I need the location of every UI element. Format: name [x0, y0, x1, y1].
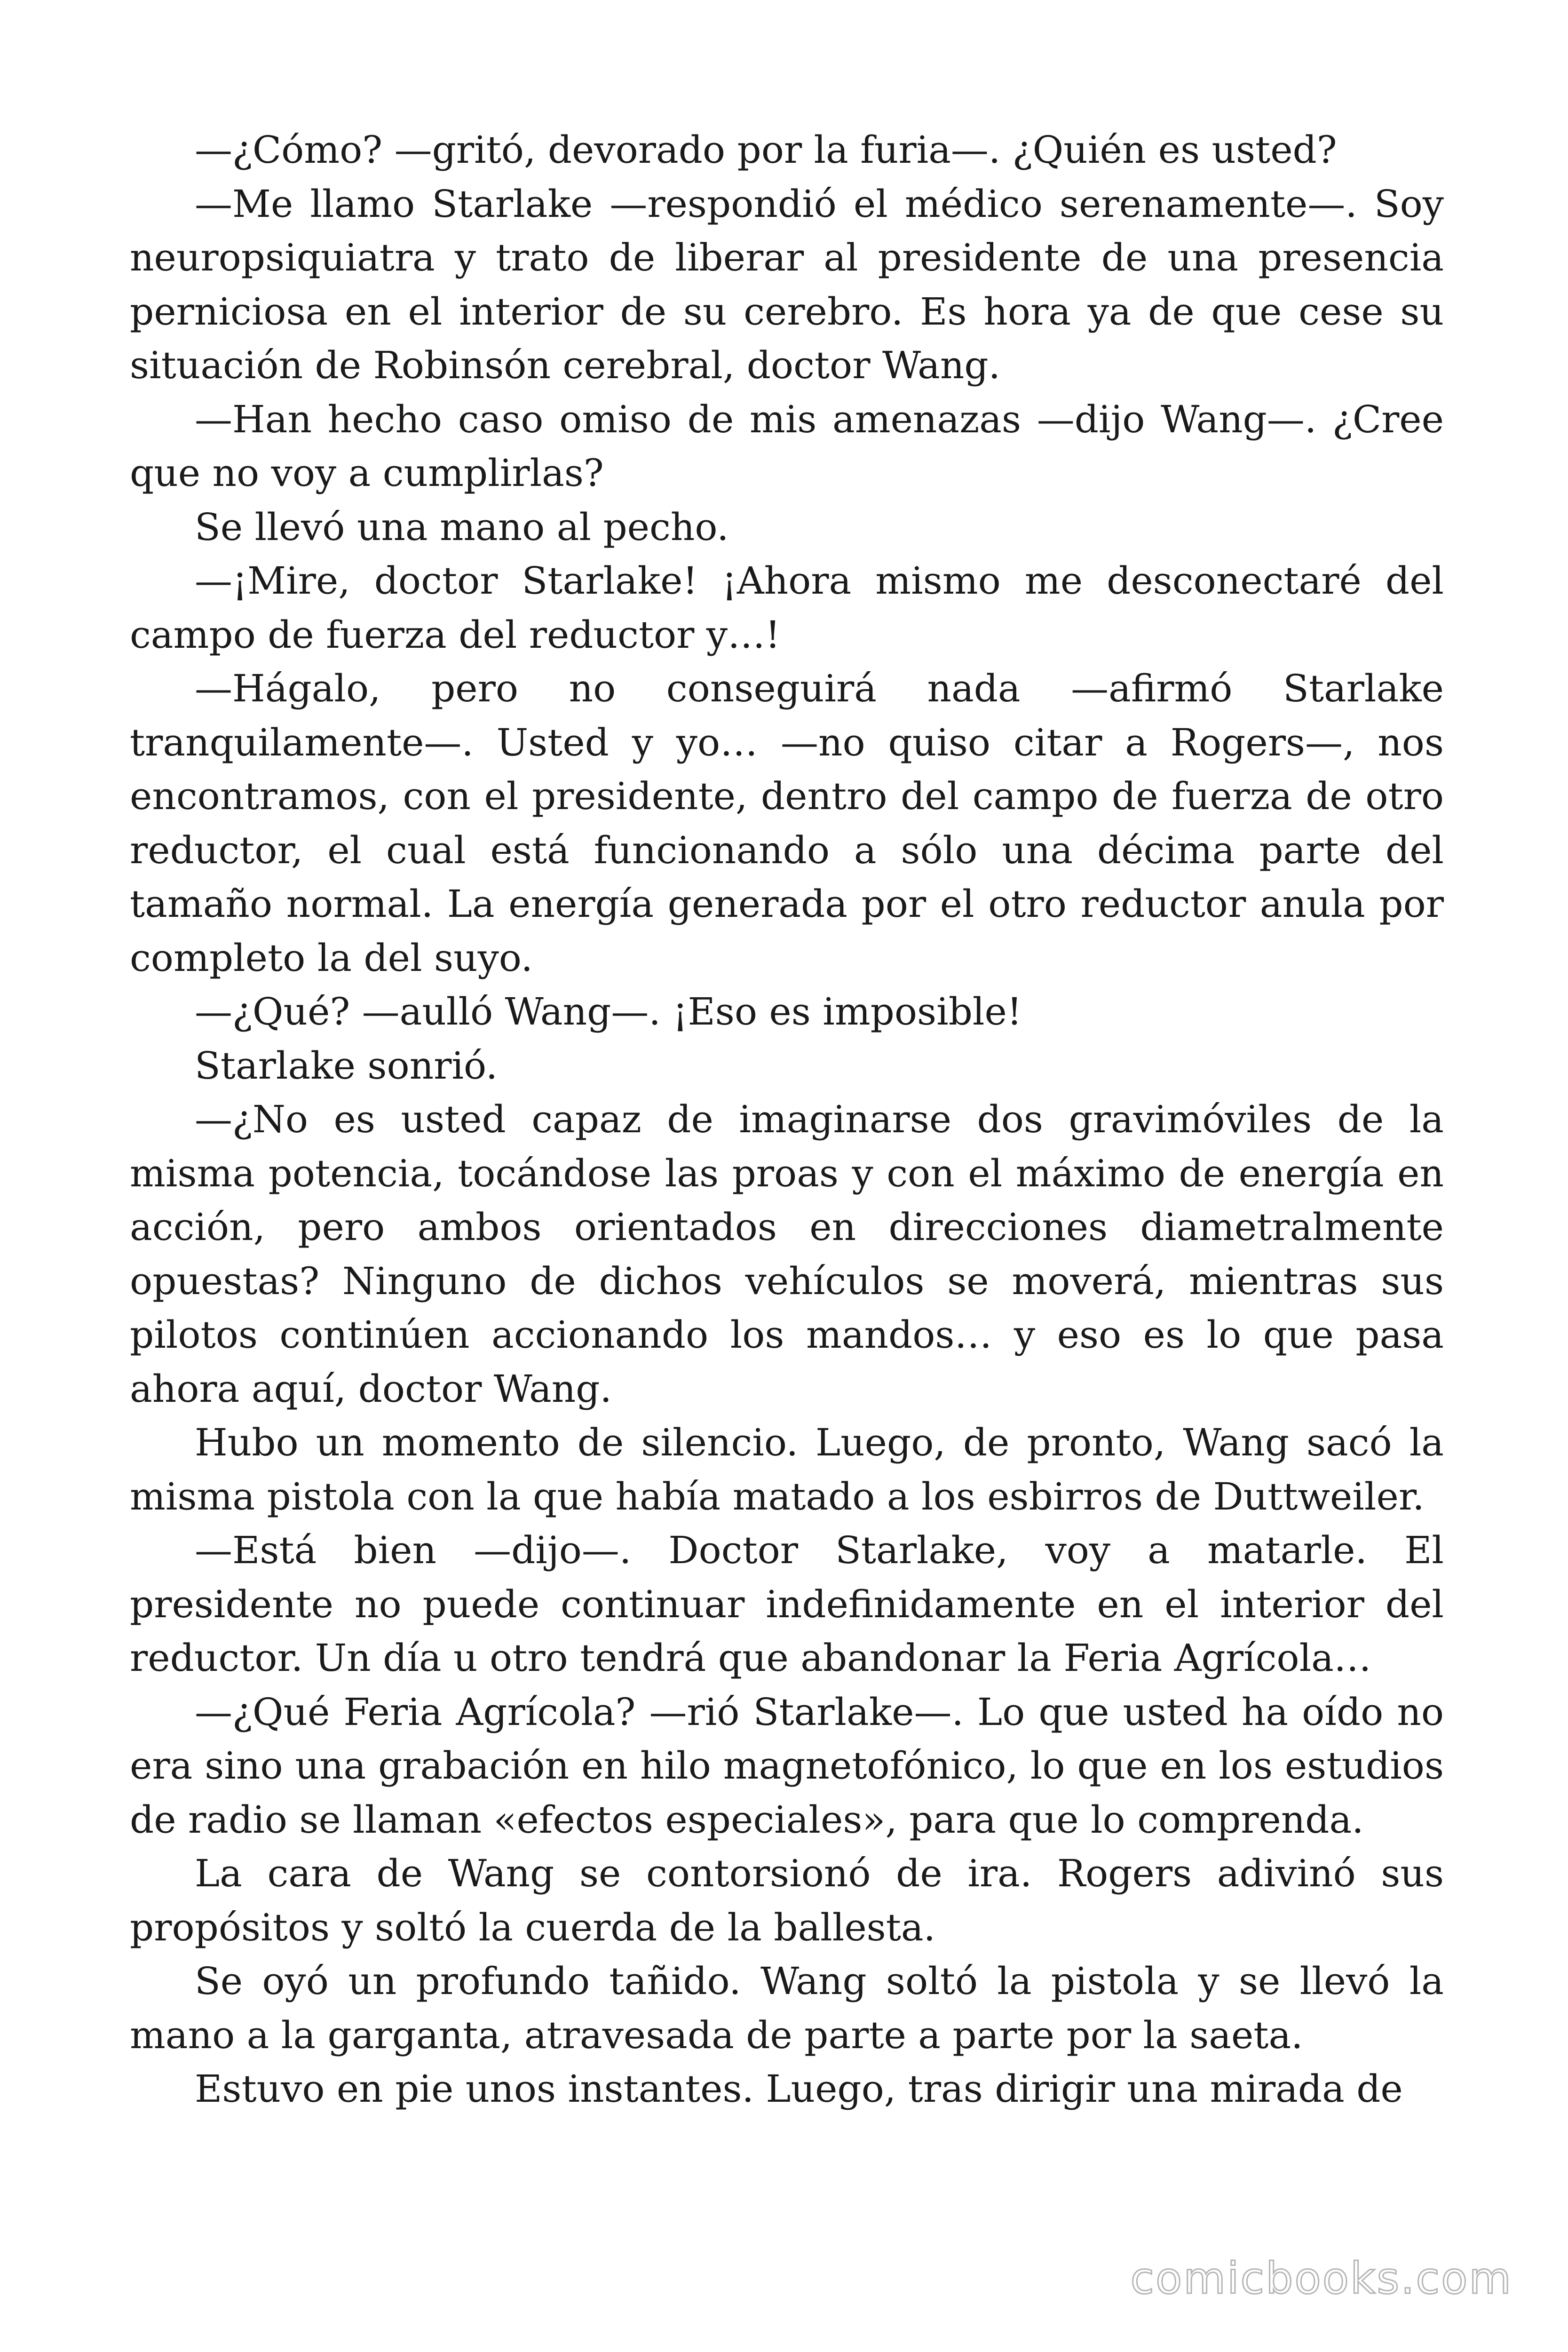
paragraph: Starlake sonrió.: [195, 1043, 498, 1088]
paragraph: —Está bien —dijo—. Doctor Starlake, voy a matarle. El presidente no puede continuar indefinidamente en el interior del reductor. Un día u otro tendrá que abandonar la Feria Agrícola…: [130, 1528, 1444, 1680]
paragraph: —¿No es usted capaz de imaginarse dos gravimóviles de la misma potencia, tocándose las proas y con el máximo de energía en acción, pero ambos orientados en direcciones diametralmente opuestas? Ninguno de dichos vehículos se moverá, mientras sus pilotos continúen accionando los mandos… y eso es lo que pasa ahora aquí, doctor Wang.: [130, 1097, 1444, 1411]
paragraph: —Han hecho caso omiso de mis amenazas —dijo Wang—. ¿Cree que no voy a cumplirlas?: [130, 397, 1444, 495]
paragraph: Estuvo en pie unos instantes. Luego, tras dirigir una mirada de: [195, 2067, 1403, 2111]
paragraph: Hubo un momento de silencio. Luego, de pronto, Wang sacó la misma pistola con la que había matado a los esbirros de Duttweiler.: [130, 1421, 1444, 1518]
paragraph: —¡Mire, doctor Starlake! ¡Ahora mismo me desconectaré del campo de fuerza del reductor y…!: [130, 559, 1444, 657]
paragraph: La cara de Wang se contorsionó de ira. Rogers adivinó sus propósitos y soltó la cuerda de la ballesta.: [130, 1851, 1444, 1949]
paragraph: Se oyó un profundo tañido. Wang soltó la pistola y se llevó la mano a la garganta, atravesada de parte a parte por la saeta.: [130, 1959, 1444, 2057]
body-text: [130, 123, 1444, 2116]
watermark: comicbooks.com: [1130, 2253, 1513, 2304]
paragraph: Se llevó una mano al pecho.: [195, 505, 729, 549]
paragraph: —¿Qué Feria Agrícola? —rió Starlake—. Lo que usted ha oído no era sino una grabación en hilo magnetofónico, lo que en los estudios de radio se llaman «efectos especiales», para que lo comprenda.: [130, 1690, 1444, 1842]
paragraph: —Me llamo Starlake —respondió el médico serenamente—. Soy neuropsiquiatra y trato de liberar al presidente de una presencia perniciosa en el interior de su cerebro. Es hora ya de que cese su situación de Robinsón cerebral, doctor Wang.: [130, 182, 1444, 387]
paragraph: —¿Qué? —aulló Wang—. ¡Eso es imposible!: [195, 990, 1022, 1033]
paragraph: —¿Cómo? —gritó, devorado por la furia—. ¿Quién es usted?: [195, 128, 1337, 172]
paragraph: —Hágalo, pero no conseguirá nada —afirmó Starlake tranquilamente—. Usted y yo… —no quiso citar a Rogers—, nos encontramos, con el presidente, dentro del campo de fuerza de otro reductor, el cual está funcionando a sólo una décima parte del tamaño normal. La energía generada por el otro reductor anula por completo la del suyo.: [130, 667, 1444, 980]
